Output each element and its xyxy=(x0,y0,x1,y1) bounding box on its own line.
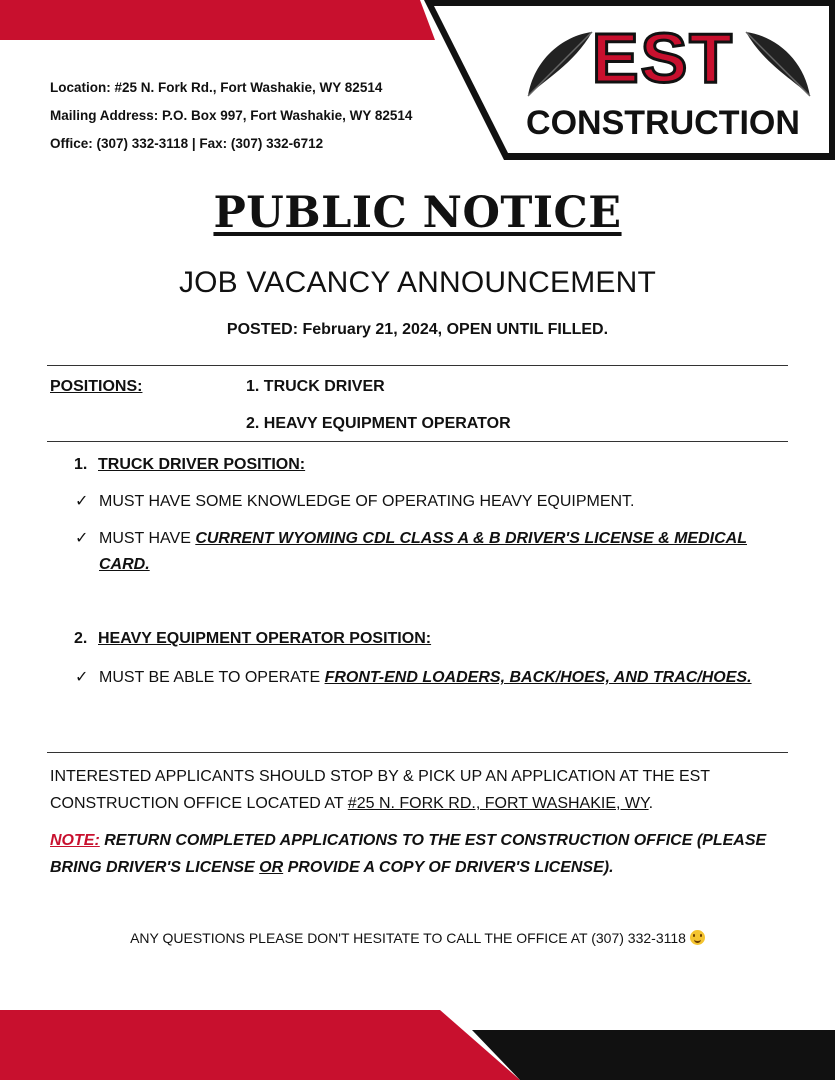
checkmark-icon: ✓ xyxy=(75,530,89,547)
logo-est: EST xyxy=(591,19,735,97)
note-text: RETURN COMPLETED APPLICATIONS TO THE EST CONSTRUCTION OFFICE (PLEASE BRING DRIVER'S LICENSE xyxy=(50,832,767,876)
note-label: NOTE: xyxy=(50,832,100,849)
requirement-text: MUST BE ABLE TO OPERATE xyxy=(99,669,325,686)
section-number: 2. xyxy=(74,630,88,647)
requirement-text: MUST HAVE xyxy=(99,530,196,547)
questions-text: ANY QUESTIONS PLEASE DON'T HESITATE TO CALL THE OFFICE AT (307) 332-3118 xyxy=(130,930,686,946)
divider xyxy=(47,752,788,753)
requirement-emphasis: FRONT-END LOADERS, BACK/HOES, AND TRAC/HOES. xyxy=(324,669,752,686)
office-line: Office: (307) 332-3118 | Fax: (307) 332-6712 xyxy=(50,136,324,151)
apply-end: . xyxy=(648,795,654,812)
note-block xyxy=(50,827,790,881)
divider xyxy=(47,365,788,366)
logo-construction: CONSTRUCTION xyxy=(526,104,800,142)
questions-line xyxy=(0,930,835,946)
feather-icon xyxy=(736,24,816,104)
office-address: #25 N. FORK RD., FORT WASHAKIE, WY xyxy=(347,795,649,812)
page-title: PUBLIC NOTICE xyxy=(213,188,622,238)
note-or: OR xyxy=(259,859,284,876)
requirement-emphasis: CURRENT WYOMING CDL CLASS A & B DRIVER'S LICENSE & MEDICAL CARD. xyxy=(99,530,747,573)
section-label: HEAVY EQUIPMENT OPERATOR POSITION: xyxy=(98,630,432,647)
position-item: 1. TRUCK DRIVER xyxy=(246,378,385,395)
apply-instructions xyxy=(50,763,790,817)
section-label: TRUCK DRIVER POSITION: xyxy=(98,456,306,473)
mailing-line: Mailing Address: P.O. Box 997, Fort Washakie, WY 82514 xyxy=(50,108,413,123)
apply-text: INTERESTED APPLICANTS SHOULD STOP BY & PICK UP AN APPLICATION AT THE EST CONSTRUCTION OFFICE LOCATED AT xyxy=(50,768,710,812)
location-line: Location: #25 N. Fork Rd., Fort Washakie, WY 82514 xyxy=(50,80,383,95)
checkmark-icon: ✓ xyxy=(75,669,89,686)
requirement-text: MUST HAVE SOME KNOWLEDGE OF OPERATING HEAVY EQUIPMENT. xyxy=(99,493,635,510)
requirement-item xyxy=(75,665,755,691)
checkmark-icon: ✓ xyxy=(75,493,89,510)
section-number: 1. xyxy=(74,456,88,473)
note-text: PROVIDE A COPY OF DRIVER'S LICENSE). xyxy=(283,859,614,876)
position-item: 2. HEAVY EQUIPMENT OPERATOR xyxy=(246,415,511,432)
page-subtitle: JOB VACANCY ANNOUNCEMENT xyxy=(178,266,657,299)
contact-block xyxy=(50,74,412,158)
requirement-item xyxy=(75,489,755,515)
positions-label: POSITIONS: xyxy=(50,378,143,395)
smiley-icon xyxy=(690,930,705,945)
footer-band xyxy=(0,1008,835,1080)
section-heading-truck-driver xyxy=(74,456,305,474)
divider xyxy=(47,441,788,442)
section-heading-heavy-equipment xyxy=(74,630,431,648)
requirement-item xyxy=(75,526,755,578)
posted-date: POSTED: February 21, 2024, OPEN UNTIL FILLED. xyxy=(226,321,609,338)
